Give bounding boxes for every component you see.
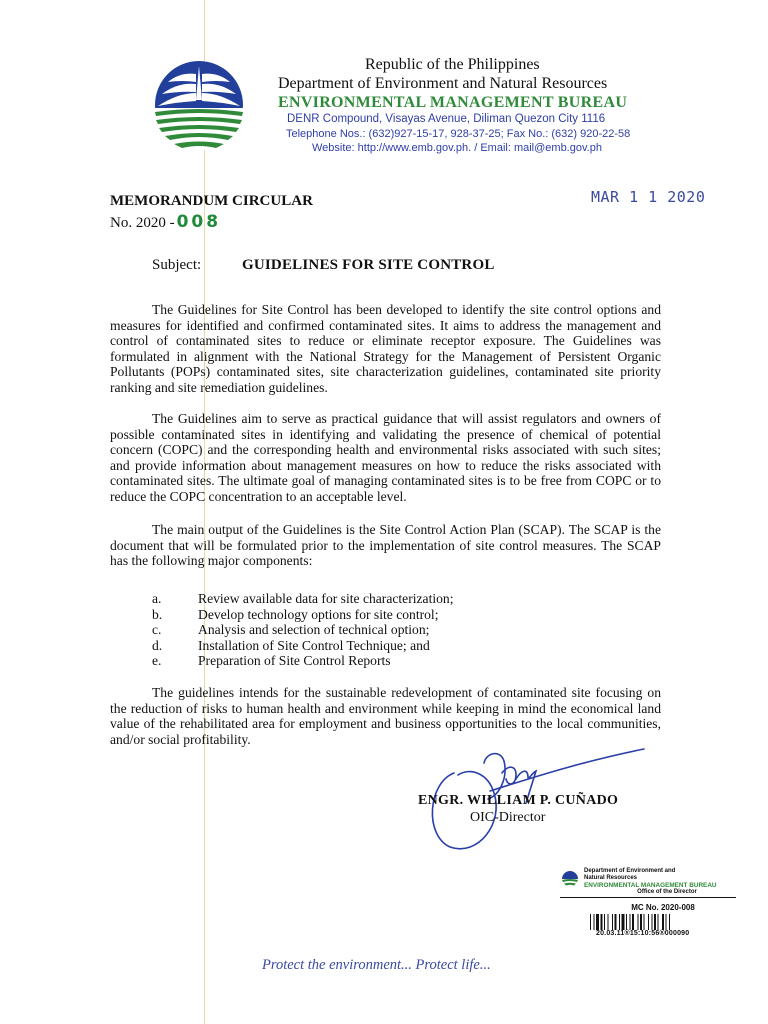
- barcode: [590, 914, 725, 930]
- memo-number: [110, 212, 221, 232]
- list-marker: d.: [152, 637, 163, 653]
- paragraph-1-text: The Guidelines for Site Control has been developed to identify the site control options and measures for identified and confirmed contaminated sites. It aims to address the management and control of contaminated sites to reduce or eliminate receptor exposure. The Guidelines was formulated in alignment with the National Strategy for the Management of Persistent Organic Pollutants (POPs) contaminated sites, site characterization guidelines, contaminated site priority ranking and site remediation guidelines.: [110, 302, 661, 395]
- address-line: DENR Compound, Visayas Avenue, Diliman Quezon City 1116: [287, 113, 606, 125]
- list-marker: e.: [152, 653, 162, 669]
- list-item-text: Review available data for site characterization;: [198, 591, 454, 606]
- list-item: [152, 638, 454, 654]
- department-line: Department of Environment and Natural Resources: [278, 75, 608, 92]
- fold-line: [204, 0, 205, 1024]
- receiving-stamp: [560, 868, 736, 937]
- subject-text: GUIDELINES FOR SITE CONTROL: [242, 257, 495, 273]
- components-list: [152, 591, 454, 669]
- list-item-text: Installation of Site Control Technique; and: [198, 637, 430, 653]
- letterhead: [278, 55, 658, 156]
- paragraph-1: [110, 302, 661, 396]
- stamp-office: Office of the Director: [637, 889, 697, 895]
- barcode-text: 20.03.11®15:10:56®000090: [596, 930, 690, 937]
- list-item: [152, 591, 454, 607]
- phone-line: Telephone Nos.: (632)927-15-17, 928-37-25; Fax No.: (632) 920-22-58: [286, 127, 631, 140]
- list-item: [152, 653, 454, 669]
- list-marker: b.: [152, 606, 163, 622]
- list-item: [152, 607, 454, 623]
- paragraph-3: [110, 522, 661, 569]
- memo-title: MEMORANDUM CIRCULAR: [110, 193, 313, 209]
- list-item-text: Analysis and selection of technical option;: [198, 622, 430, 638]
- signatory-name: ENGR. WILLIAM P. CUÑADO: [418, 793, 619, 808]
- memo-number-prefix: No. 2020 -: [110, 215, 175, 231]
- denr-emb-logo-icon: [146, 60, 252, 150]
- list-item: [152, 622, 454, 638]
- paragraph-4-text: The guidelines intends for the sustainable redevelopment of contaminated site focusing on the reduction of risks to human health and environment while keeping in mind the economical land value of the rehabilitated area for employment and business opportunities to the local communities, and/or social profitability.: [110, 685, 661, 747]
- stamp-mc-number: MC No. 2020-008: [631, 903, 695, 912]
- website-line: Website: http://www.emb.gov.ph. / Email: mail@emb.gov.ph: [312, 142, 602, 154]
- subject-label: Subject:: [152, 257, 202, 273]
- signatory-title: OIC-Director: [470, 810, 546, 825]
- stamp-dept2: Natural Resources: [584, 875, 638, 881]
- republic-line: Republic of the Philippines: [365, 56, 540, 73]
- list-marker: a.: [152, 591, 162, 606]
- denr-emb-mini-logo-icon: [560, 870, 580, 888]
- paragraph-3-text: The main output of the Guidelines is the Site Control Action Plan (SCAP). The SCAP is the document that will be formulated prior to the implementation of site control measures. The SCAP has the following major components:: [110, 522, 661, 569]
- stamp-dept: Department of Environment and: [584, 868, 676, 874]
- paragraph-2: [110, 411, 661, 505]
- memo-number-handwritten: 008: [176, 212, 222, 232]
- stamp-divider: [560, 897, 736, 898]
- paragraph-4: [110, 685, 661, 747]
- paragraph-2-text: The Guidelines aim to serve as practical guidance that will assist regulators and owners of possible contaminated sites in identifying and validating the presence of chemical of potential concern (COPC) and the corresponding health and environmental risks associated with such sites; and provide information about management measures on how to reduce the risks associated with contaminated sites. The ultimate goal of managing contaminated sites is to be free from COPC or to reduce the COPC concentration to an acceptable level.: [110, 411, 661, 504]
- list-marker: c.: [152, 622, 162, 638]
- list-item-text: Preparation of Site Control Reports: [198, 653, 391, 669]
- bureau-line: ENVIRONMENTAL MANAGEMENT BUREAU: [278, 94, 628, 111]
- date-stamp: MAR 1 1 2020: [591, 188, 706, 206]
- footer-motto: Protect the environment... Protect life...: [262, 957, 491, 973]
- stamp-bureau: ENVIRONMENTAL MANAGEMENT BUREAU: [584, 882, 717, 889]
- list-item-text: Develop technology options for site control;: [198, 606, 439, 622]
